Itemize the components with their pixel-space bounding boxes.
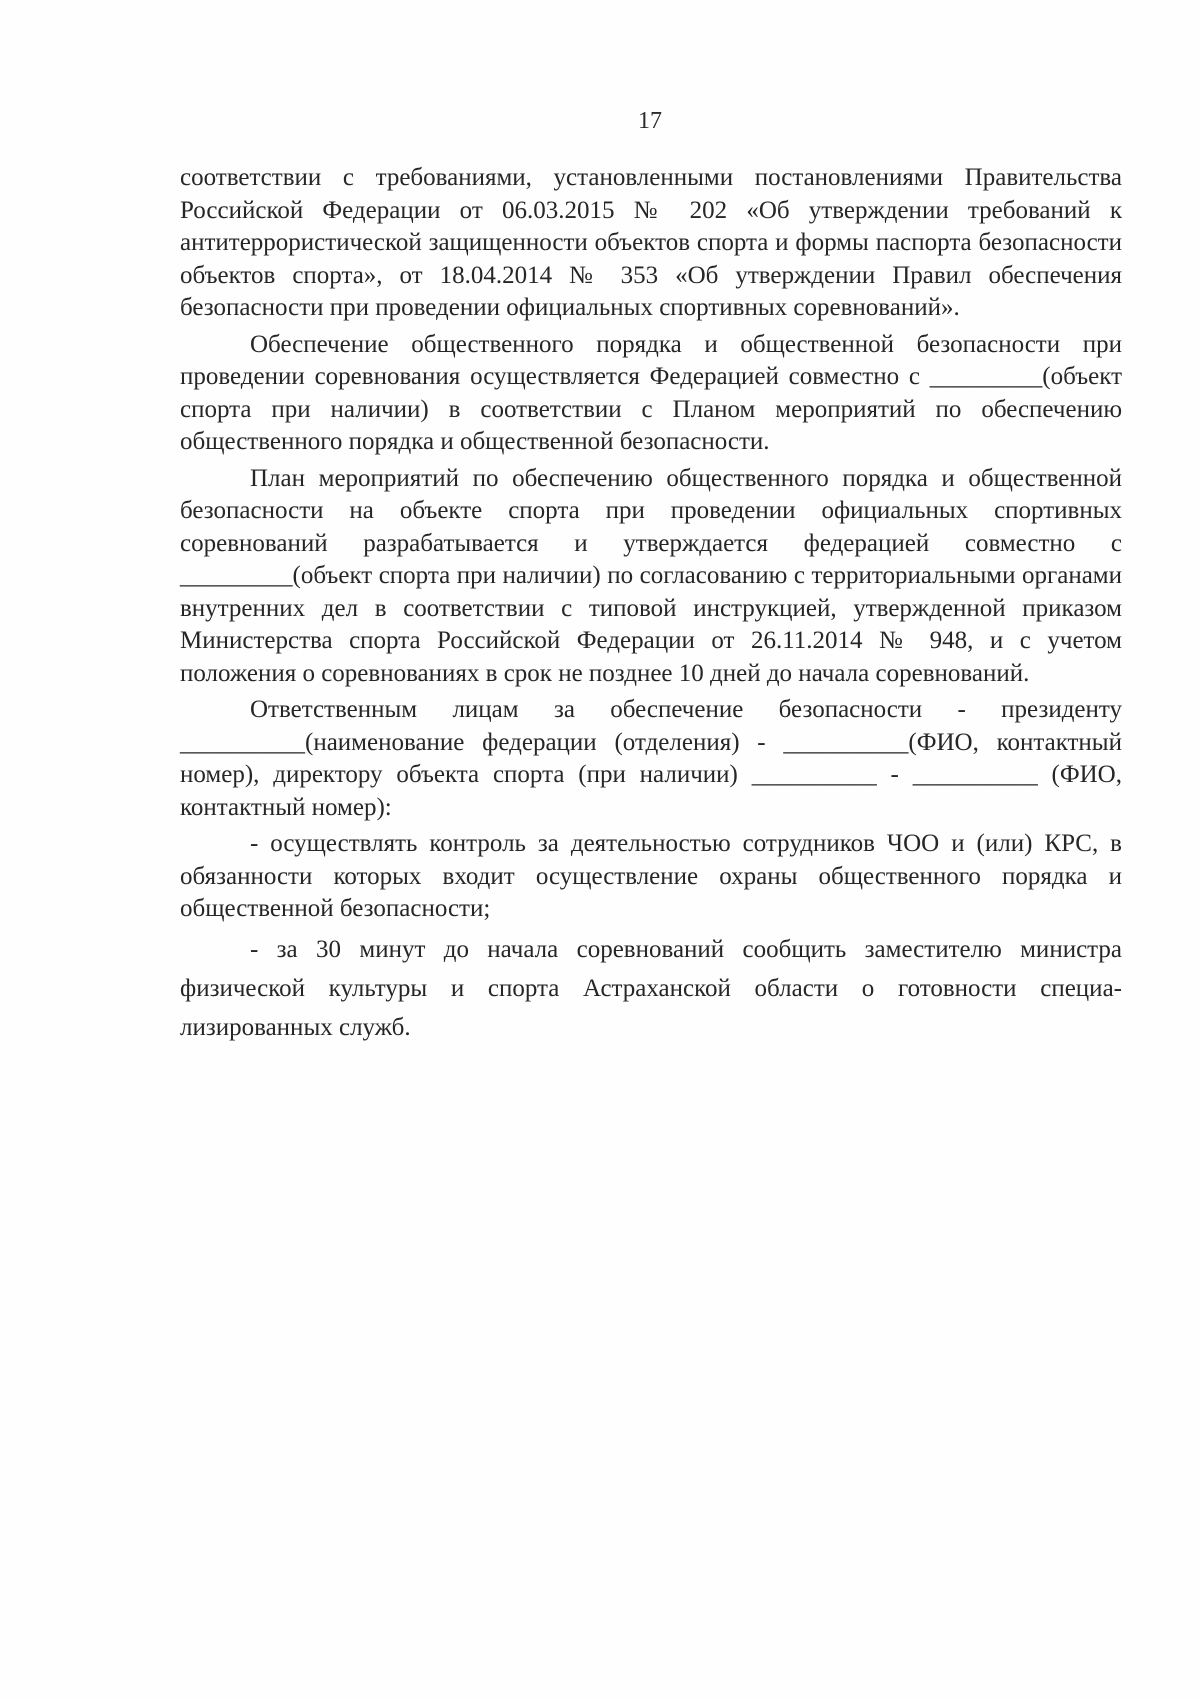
page-number: 17 [638, 108, 662, 134]
paragraph-2: Обеспечение общественного порядка и общественной безопасности при проведении соревнования осуществляется Федерацией совместно с _________(объект спорта при наличии) в соответствии с Планом мероприятий по обеспечению общественного порядка и общественной безопасности. [180, 330, 1122, 455]
document-body [180, 162, 1122, 1051]
paragraph-4: Ответственным лицам за обеспечение безопасности - президенту __________(наименование федерации (отделения) - __________(ФИО, контактный номер), директору объекта спорта (при наличии) __________ - __________ (ФИО, контактный номер): [180, 696, 1122, 821]
paragraph-5: - осуществлять контроль за деятельностью сотрудников ЧОО и (или) КРС, в обязанности которых входит осуществление охраны общественного порядка и общественной безопасности; [180, 830, 1122, 922]
paragraph-3: План мероприятий по обеспечению общественного порядка и общественной безопасности на объекте спорта при проведении официальных спортивных соревнований разрабатывается и утверждается федерацией совместно с _________(объект спорта при наличии) по согласованию с территориальными органами внутренних дел в соответствии с типовой инструкцией, утвержденной приказом Министерства спорта Российской Федерации от 26.11.2014 № 948, и с учетом положения о соревнованиях в срок не позднее 10 дней до начала соревнований. [180, 464, 1122, 687]
paragraph-6: - за 30 минут до начала соревнований сообщить заместителю министра физической культуры и спорта Астраханской области о готовности специализированных служб. [180, 935, 1122, 1041]
paragraph-1: соответствии с требованиями, установленными постановлениями Правительства Российской Федерации от 06.03.2015 № 202 «Об утверждении требований к антитеррористической защищенности объектов спорта и формы паспорта безопасности объектов спорта», от 18.04.2014 № 353 «Об утверждении Правил обеспечения безопасности при проведении официальных спортивных соревнований». [180, 164, 1122, 321]
